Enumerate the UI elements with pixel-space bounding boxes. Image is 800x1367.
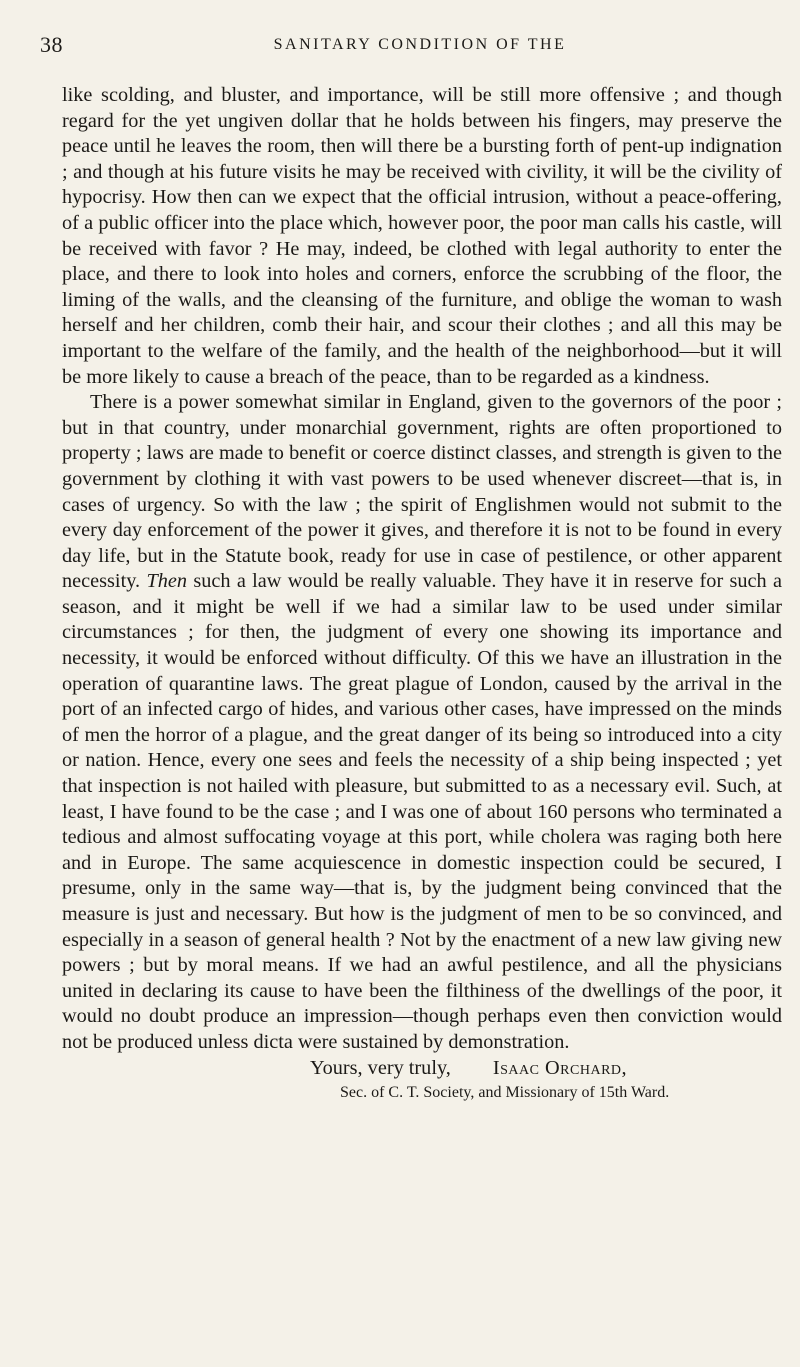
running-head <box>40 32 760 62</box>
paragraph-2-part-b: such a law would be really valuable. They have it in reserve for such a season, and it might be well if we had a similar law to be used under similar circumstances ; for then, the judgment of every one showing its importance and necessity, it would be enforced without difficulty. Of this we have an illustration in the operation of quarantine laws. The great plague of London, caused by the arrival in the port of an infected cargo of hides, and various other cases, have impressed on the minds of men the horror of a plague, and the great danger of its being so introduced into a city or nation. Hence, every one sees and feels the necessity of a ship being inspected ; yet that inspection is not hailed with pleasure, but submitted to as a necessary evil. Such, at least, I have found to be the case ; and I was one of about 160 persons who terminated a tedious and almost suffocating voyage at this port, while cholera was raging both here and in Europe. The same acquiescence in domestic inspection could be secured, I presume, only in the same way—that is, by the judgment being convinced that the measure is just and necessary. But how is the judgment of men to be so convinced, and especially in a season of general health ? Not by the enactment of a new law giving new powers ; but by moral means. If we had an awful pestilence, and all the physicians united in declaring its cause to have been the filthiness of the dwellings of the poor, it would no doubt produce an impression—though perhaps even then conviction would not be produced unless dicta were sustained by demonstration. <box>62 570 783 1053</box>
author-affiliation: Sec. of C. T. Society, and Missionary of 15th Ward. <box>340 1084 670 1102</box>
paragraph-2 <box>62 390 782 1055</box>
closing: Yours, very truly, <box>310 1056 451 1079</box>
page-number: 38 <box>40 32 63 57</box>
paragraph-1: like scolding, and bluster, and importance, will be still more offensive ; and though regard for the yet ungiven dollar that he holds between his fingers, may preserve the peace until he leaves the room, then will there be a bursting forth of pent-up indignation ; and though at his future visits he may be received with civility, it will be the civility of hypocrisy. How then can we expect that the official intrusion, without a peace-offering, of a public officer into the place which, however poor, the poor man calls his castle, will be received with favor ? He may, indeed, be clothed with legal authority to enter the place, and there to look into holes and corners, enforce the scrubbing of the floor, the liming of the walls, and the cleansing of the furniture, and oblige the woman to wash herself and her children, comb their hair, and scour their clothes ; and all this may be important to the welfare of the family, and the health of the neighborhood—but it will be more likely to cause a breach of the peace, than to be regarded as a kindness. <box>62 84 782 388</box>
author-name: Isaac Orchard, <box>492 1056 628 1079</box>
paragraph-2-part-a: There is a power somewhat similar in England, given to the governors of the poor ; but in that country, under monarchial government, rights are often proportioned to property ; laws are made to benefit or coerce distinct classes, and strength is given to the government by clothing it with vast powers to be used whenever discreet—that is, in cases of urgency. So with the law ; the spirit of Englishmen would not submit to the every day enforcement of the power it gives, and therefore it is not to be found in every day life, but in the Statute book, ready for use in case of pestilence, or other apparent necessity. <box>62 391 782 593</box>
signoff <box>62 1056 782 1082</box>
running-title: SANITARY CONDITION OF THE <box>273 36 567 53</box>
emphasis-then: Then <box>146 570 187 593</box>
body-text <box>62 83 782 1105</box>
